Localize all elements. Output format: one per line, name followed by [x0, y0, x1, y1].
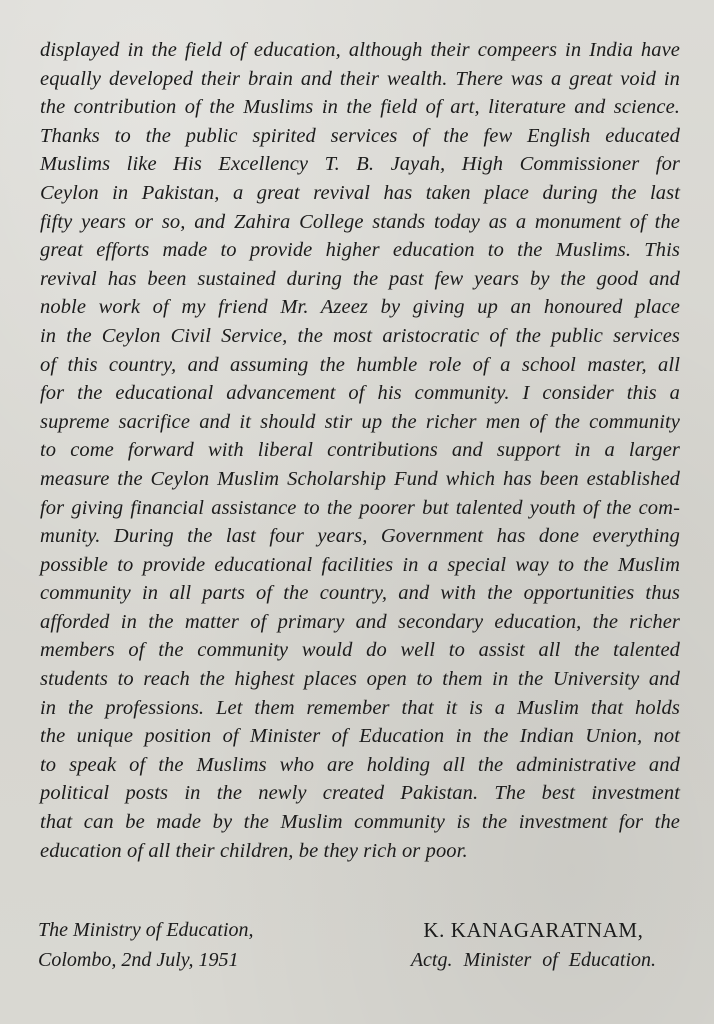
body-line: noble work of my friend Mr. Azeez by giving up an honoured place	[40, 296, 680, 319]
body-line: education of all their children, be they rich or poor.	[40, 839, 468, 862]
date-line: Colombo, 2nd July, 1951	[38, 949, 239, 971]
body-text	[40, 36, 680, 865]
body-line: munity. During the last four years, Government has done everything	[40, 525, 680, 548]
signatory-name: K. KANAGARATNAM,	[423, 918, 644, 942]
body-line: displayed in the field of education, although their compeers in India have	[40, 39, 680, 61]
body-line: for giving financial assistance to the poorer but talented youth of the com-	[40, 496, 680, 519]
place-date	[38, 915, 254, 975]
signatory	[411, 915, 656, 975]
body-line: Thanks to the public spirited services of the few English educated	[40, 124, 680, 147]
body-line: the unique position of Minister of Education in the Indian Union, not	[40, 725, 680, 748]
body-line: Ceylon in Pakistan, a great revival has taken place during the last	[40, 181, 680, 204]
body-line: supreme sacrifice and it should stir up the richer men of the community	[40, 410, 680, 433]
body-line: fifty years or so, and Zahira College stands today as a monument of the	[40, 210, 680, 233]
body-line: political posts in the newly created Pakistan. The best investment	[40, 782, 680, 805]
body-line: revival has been sustained during the past few years by the good and	[40, 267, 680, 290]
body-line: students to reach the highest places open to them in the University and	[40, 668, 680, 691]
body-line: for the educational advancement of his community. I consider this a	[40, 382, 680, 405]
body-line: the contribution of the Muslims in the field of art, literature and science.	[40, 96, 680, 119]
place-line: The Ministry of Education,	[38, 919, 254, 941]
body-line: community in all parts of the country, and with the opportunities thus	[40, 582, 680, 605]
body-line: equally developed their brain and their wealth. There was a great void in	[40, 67, 680, 90]
body-line: measure the Ceylon Muslim Scholarship Fund which has been established	[40, 467, 680, 490]
body-line: to come forward with liberal contributions and support in a larger	[40, 439, 680, 462]
body-line: possible to provide educational facilities in a special way to the Muslim	[40, 553, 680, 576]
body-line: members of the community would do well to assist all the talented	[40, 639, 680, 662]
signature-block	[0, 915, 714, 985]
body-line: afforded in the matter of primary and secondary education, the richer	[40, 610, 680, 633]
body-line: in the Ceylon Civil Service, the most aristocratic of the public services	[40, 324, 680, 347]
body-line: to speak of the Muslims who are holding all the administrative and	[40, 753, 680, 776]
body-line: that can be made by the Muslim community is the investment for the	[40, 811, 680, 834]
body-line: great efforts made to provide higher education to the Muslims. This	[40, 239, 680, 262]
body-line: of this country, and assuming the humble role of a school master, all	[40, 353, 680, 376]
signatory-title: Actg. Minister of Education.	[410, 949, 656, 971]
body-line: Muslims like His Excellency T. B. Jayah, High Commissioner for	[40, 153, 680, 176]
body-line: in the professions. Let them remember that it is a Muslim that holds	[40, 696, 680, 719]
